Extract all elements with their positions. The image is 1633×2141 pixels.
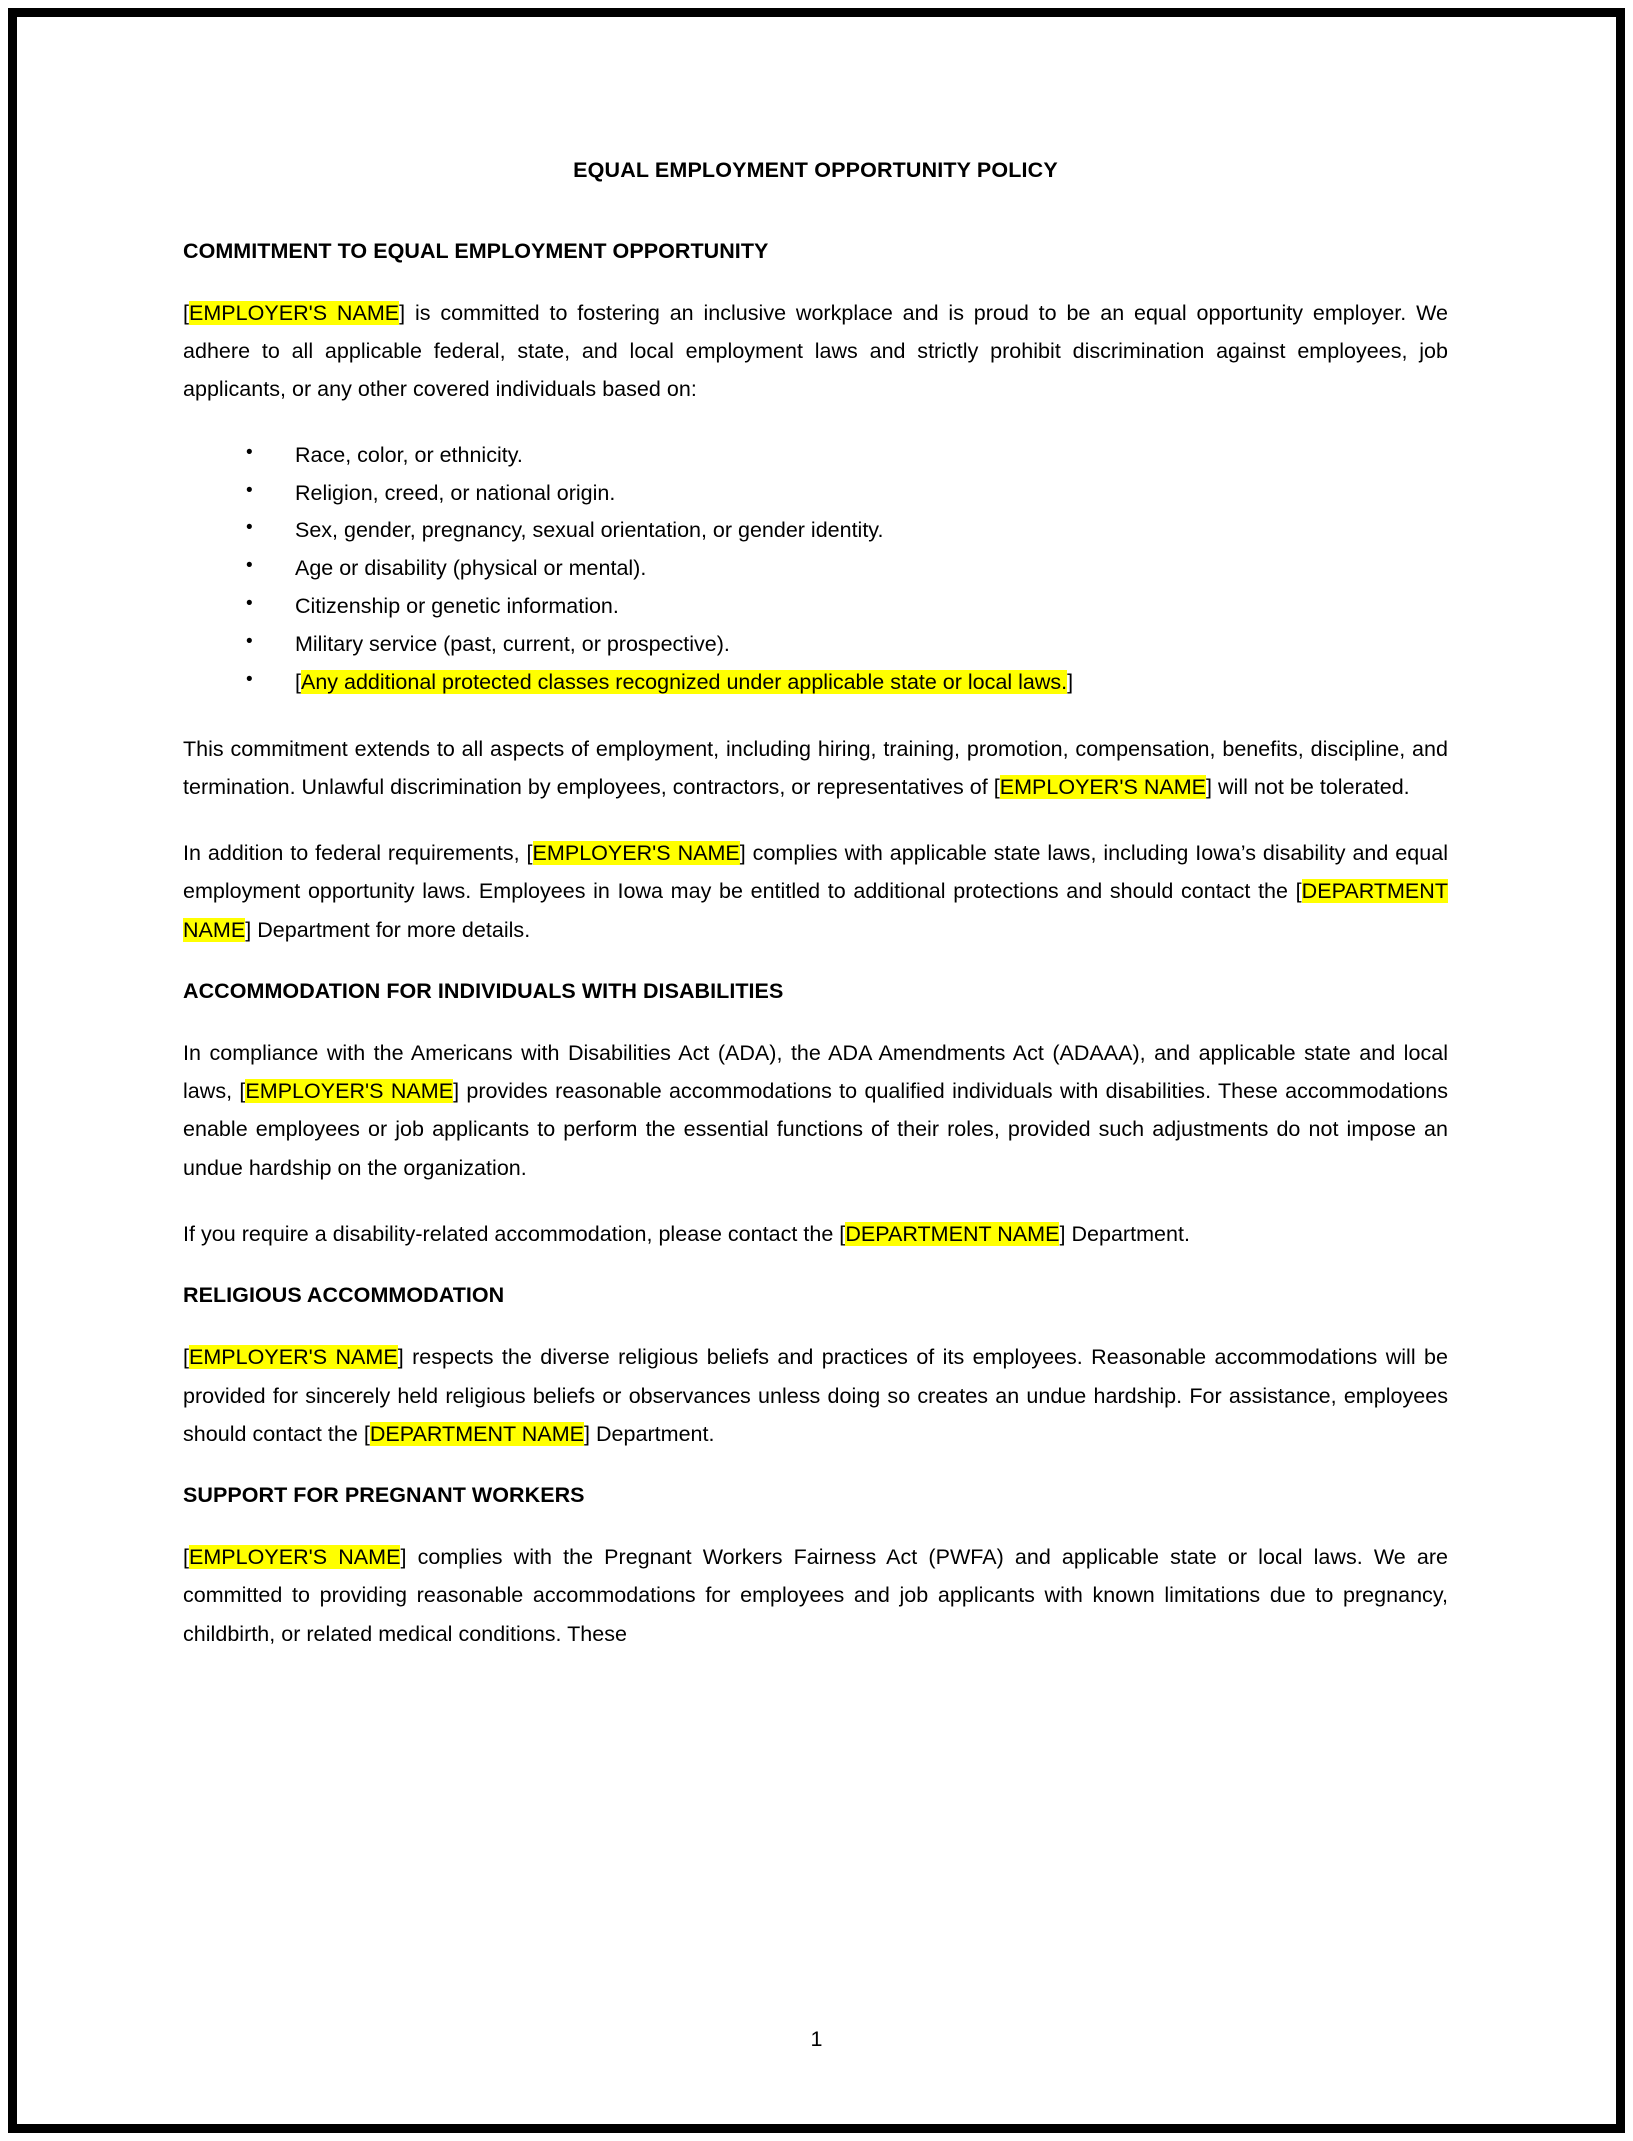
bracket-open: [	[183, 300, 189, 325]
paragraph-state-law-after: ] Department for more details.	[245, 917, 531, 942]
paragraph-religious-accommodation	[183, 1338, 1448, 1453]
paragraph-commitment-scope	[183, 730, 1448, 807]
section-heading-pregnant-workers: SUPPORT FOR PREGNANT WORKERS	[183, 1483, 585, 1508]
bracket-open: [	[183, 1545, 189, 1570]
list-item-label: Citizenship or genetic information.	[295, 594, 619, 619]
placeholder-employer-name: EMPLOYER'S NAME	[189, 300, 400, 325]
paragraph-religious-accommodation-after: ] Department.	[584, 1421, 715, 1446]
paragraph-request-accommodation-after: ] Department.	[1059, 1221, 1190, 1246]
paragraph-ada-compliance-before: In compliance with the Americans with Disabilities Act (ADA), the ADA Amendments Act (ADAAA), and applicable state and local laws, [	[183, 1040, 1448, 1104]
paragraph-ada-compliance-after: ] provides reasonable accommodations to qualified individuals with disabilities. These accommodations enable employees or job applicants to perform the essential functions of their roles, provided such adjustments do not impose an undue hardship on the organization.	[183, 1079, 1448, 1180]
placeholder-employer-name: EMPLOYER'S NAME	[245, 1079, 454, 1104]
paragraph-ada-compliance	[183, 1034, 1448, 1187]
placeholder-additional-classes: Any additional protected classes recognized under applicable state or local laws.	[300, 669, 1068, 694]
placeholder-department-name: DEPARTMENT NAME	[183, 879, 1448, 942]
bracket-close: ]	[1067, 669, 1074, 694]
placeholder-employer-name: EMPLOYER'S NAME	[189, 1345, 398, 1370]
bracket-close: ]	[399, 300, 406, 325]
paragraph-pregnant-workers-after: ] complies with the Pregnant Workers Fairness Act (PWFA) and applicable state or local laws. We are committed to providing reasonable accommodations for employees and job applicants with known limitations due to pregnancy, childbirth, or related medical conditions. These	[183, 1545, 1448, 1646]
bracket-open: [	[295, 669, 301, 694]
list-item-label: Religion, creed, or national origin.	[295, 480, 616, 505]
paragraph-pregnant-workers	[183, 1538, 1448, 1653]
paragraph-commitment-intro	[183, 294, 1448, 409]
paragraph-state-law-middle: ] complies with applicable state laws, including Iowa’s disability and equal employment opportunity laws. Employees in Iowa may be entitled to additional protections and should contact the [	[183, 841, 1448, 904]
paragraph-commitment-intro-text: is committed to fostering an inclusive workplace and is proud to be an equal opportunity employer. We adhere to all applicable federal, state, and local employment laws and strictly prohibit discrimination against employees, job applicants, or any other covered individuals based on:	[183, 300, 1448, 402]
list-item	[238, 475, 1448, 513]
placeholder-employer-name: EMPLOYER'S NAME	[189, 1545, 401, 1570]
placeholder-department-name: DEPARTMENT NAME	[845, 1221, 1060, 1246]
page-border-frame	[8, 8, 1625, 2133]
paragraph-religious-accommodation-middle: ] respects the diverse religious beliefs and practices of its employees. Reasonable accommodations will be provided for sincerely held religious beliefs or observances unless doing so creates an undue hardship. For assistance, employees should contact the [	[183, 1345, 1448, 1446]
paragraph-commitment-scope-after: ] will not be tolerated.	[1206, 774, 1410, 799]
list-item-label: Military service (past, current, or prospective).	[295, 631, 730, 656]
list-item	[238, 437, 1448, 475]
placeholder-department-name: DEPARTMENT NAME	[369, 1421, 584, 1446]
list-item	[238, 550, 1448, 588]
list-item-label: Sex, gender, pregnancy, sexual orientation, or gender identity.	[295, 518, 884, 543]
list-item	[238, 588, 1448, 626]
section-heading-religious: RELIGIOUS ACCOMMODATION	[183, 1283, 505, 1308]
list-item-placeholder	[238, 664, 1448, 702]
bracket-open: [	[183, 1345, 189, 1370]
list-item-label: Age or disability (physical or mental).	[295, 556, 647, 581]
paragraph-commitment-scope-before: This commitment extends to all aspects of employment, including hiring, training, promotion, compensation, benefits, discipline, and termination. Unlawful discrimination by employees, contractors, or representatives of [	[183, 736, 1448, 799]
paragraph-request-accommodation	[183, 1215, 1448, 1253]
protected-classes-list	[183, 437, 1448, 702]
placeholder-employer-name: EMPLOYER'S NAME	[532, 841, 740, 866]
section-heading-accommodation: ACCOMMODATION FOR INDIVIDUALS WITH DISABILITIES	[183, 978, 784, 1003]
page-number: 1	[810, 2027, 823, 2051]
page-title: EQUAL EMPLOYMENT OPPORTUNITY POLICY	[573, 158, 1058, 182]
placeholder-employer-name: EMPLOYER'S NAME	[999, 774, 1207, 799]
list-item-label: Race, color, or ethnicity.	[295, 442, 523, 467]
paragraph-state-law	[183, 834, 1448, 949]
list-item	[238, 512, 1448, 550]
list-item	[238, 626, 1448, 664]
document-sheet	[17, 17, 1616, 2124]
section-heading-commitment: COMMITMENT TO EQUAL EMPLOYMENT OPPORTUNITY	[183, 238, 769, 263]
paragraph-state-law-before: In addition to federal requirements, [	[183, 841, 533, 866]
paragraph-request-accommodation-before: If you require a disability-related accommodation, please contact the [	[183, 1221, 846, 1246]
